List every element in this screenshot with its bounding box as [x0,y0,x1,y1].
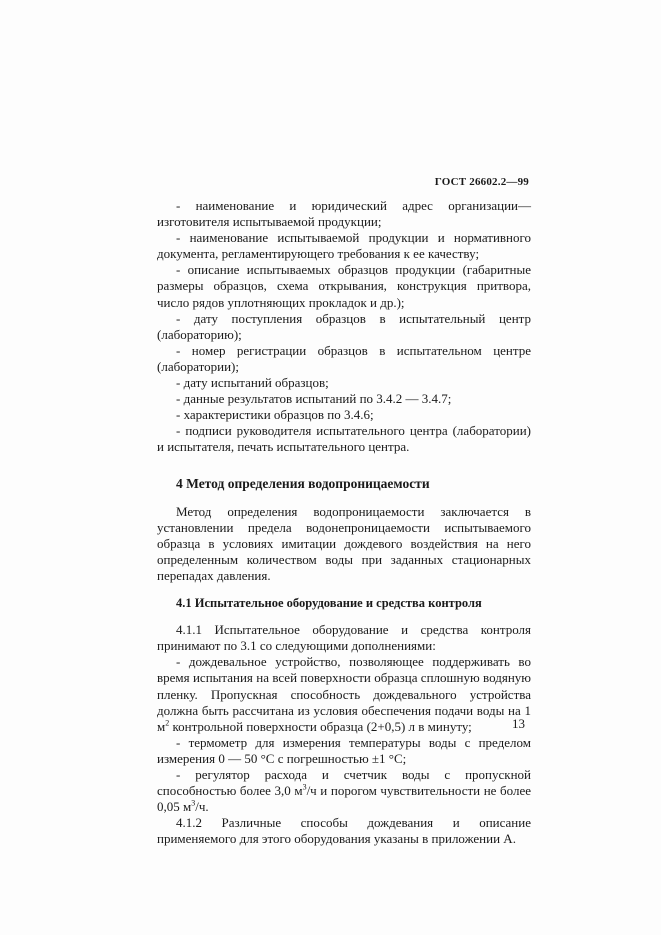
list-item: - номер регистрации образцов в испытательном центре (лаборатории); [157,342,531,374]
superscript: 3 [191,798,196,808]
rain-device-item [157,654,531,734]
list-item: - характеристики образцов по 3.4.6; [176,407,374,423]
list-item: - дату испытаний образцов; [176,375,329,391]
rain-device-text-a: - дождевальное устройство, позволяющее поддерживать во время испытания на всей поверхности образца сплошную водяную пленку. Пропускная способность дождевального устройства должна быть рассчитана из условия обеспечения подачи воды на 1 м [157,654,531,734]
section-4-heading: 4 Метод определения водопроницаемости [176,475,430,491]
flow-regulator-text-c: /ч. [195,799,209,815]
paragraph-4-1-2: 4.1.2 Различные способы дождевания и описание применяемого для этого оборудования указаны в приложении А. [157,815,531,847]
document-body [157,198,531,847]
superscript: 3 [302,782,307,792]
section-4-1-heading: 4.1 Испытательное оборудование и средства контроля [176,596,482,611]
list-item: - наименование и юридический адрес организации—изготовителя испытываемой продукции; [157,198,531,230]
list-item: - наименование испытываемой продукции и нормативного документа, регламентирующего требования к ее качеству; [157,230,531,262]
thermometer-item: - термометр для измерения температуры воды с пределом измерения 0 — 50 °С с погрешностью ±1 °С; [157,734,531,766]
flow-regulator-text-a: - регулятор расхода и счетчик воды с пропускной способностью более 3,0 м [157,767,531,799]
flow-regulator-item [157,767,531,815]
superscript: 2 [165,718,170,728]
standard-code-header: ГОСТ 26602.2—99 [434,176,529,188]
flow-regulator-text-b: /ч и порогом чувствительности не более 0,05 м [157,783,532,815]
page-number: 13 [512,716,525,731]
list-item: - описание испытываемых образцов продукции (габаритные размеры образцов, схема открывания, конструкция притвора, число рядов уплотняющих прокладок и др.); [157,262,531,310]
list-item: - дату поступления образцов в испытательный центр (лабораторию); [157,310,531,342]
list-item: - подписи руководителя испытательного центра (лаборатории) и испытателя, печать испытательного центра. [157,423,531,455]
section-4-intro: Метод определения водопроницаемости заключается в установлении предела водонепроницаемости испытываемого образца в условиях имитации дождевого воздействия на него определенным количеством воды при заданных стационарных перепадах давления. [157,503,531,583]
list-item: - данные результатов испытаний по 3.4.2 — 3.4.7; [176,391,452,407]
paragraph-4-1-1: 4.1.1 Испытательное оборудование и средства контроля принимают по 3.1 со следующими дополнениями: [157,622,531,654]
rain-device-text-b: контрольной поверхности образца (2+0,5) л в минуту; [169,718,472,734]
